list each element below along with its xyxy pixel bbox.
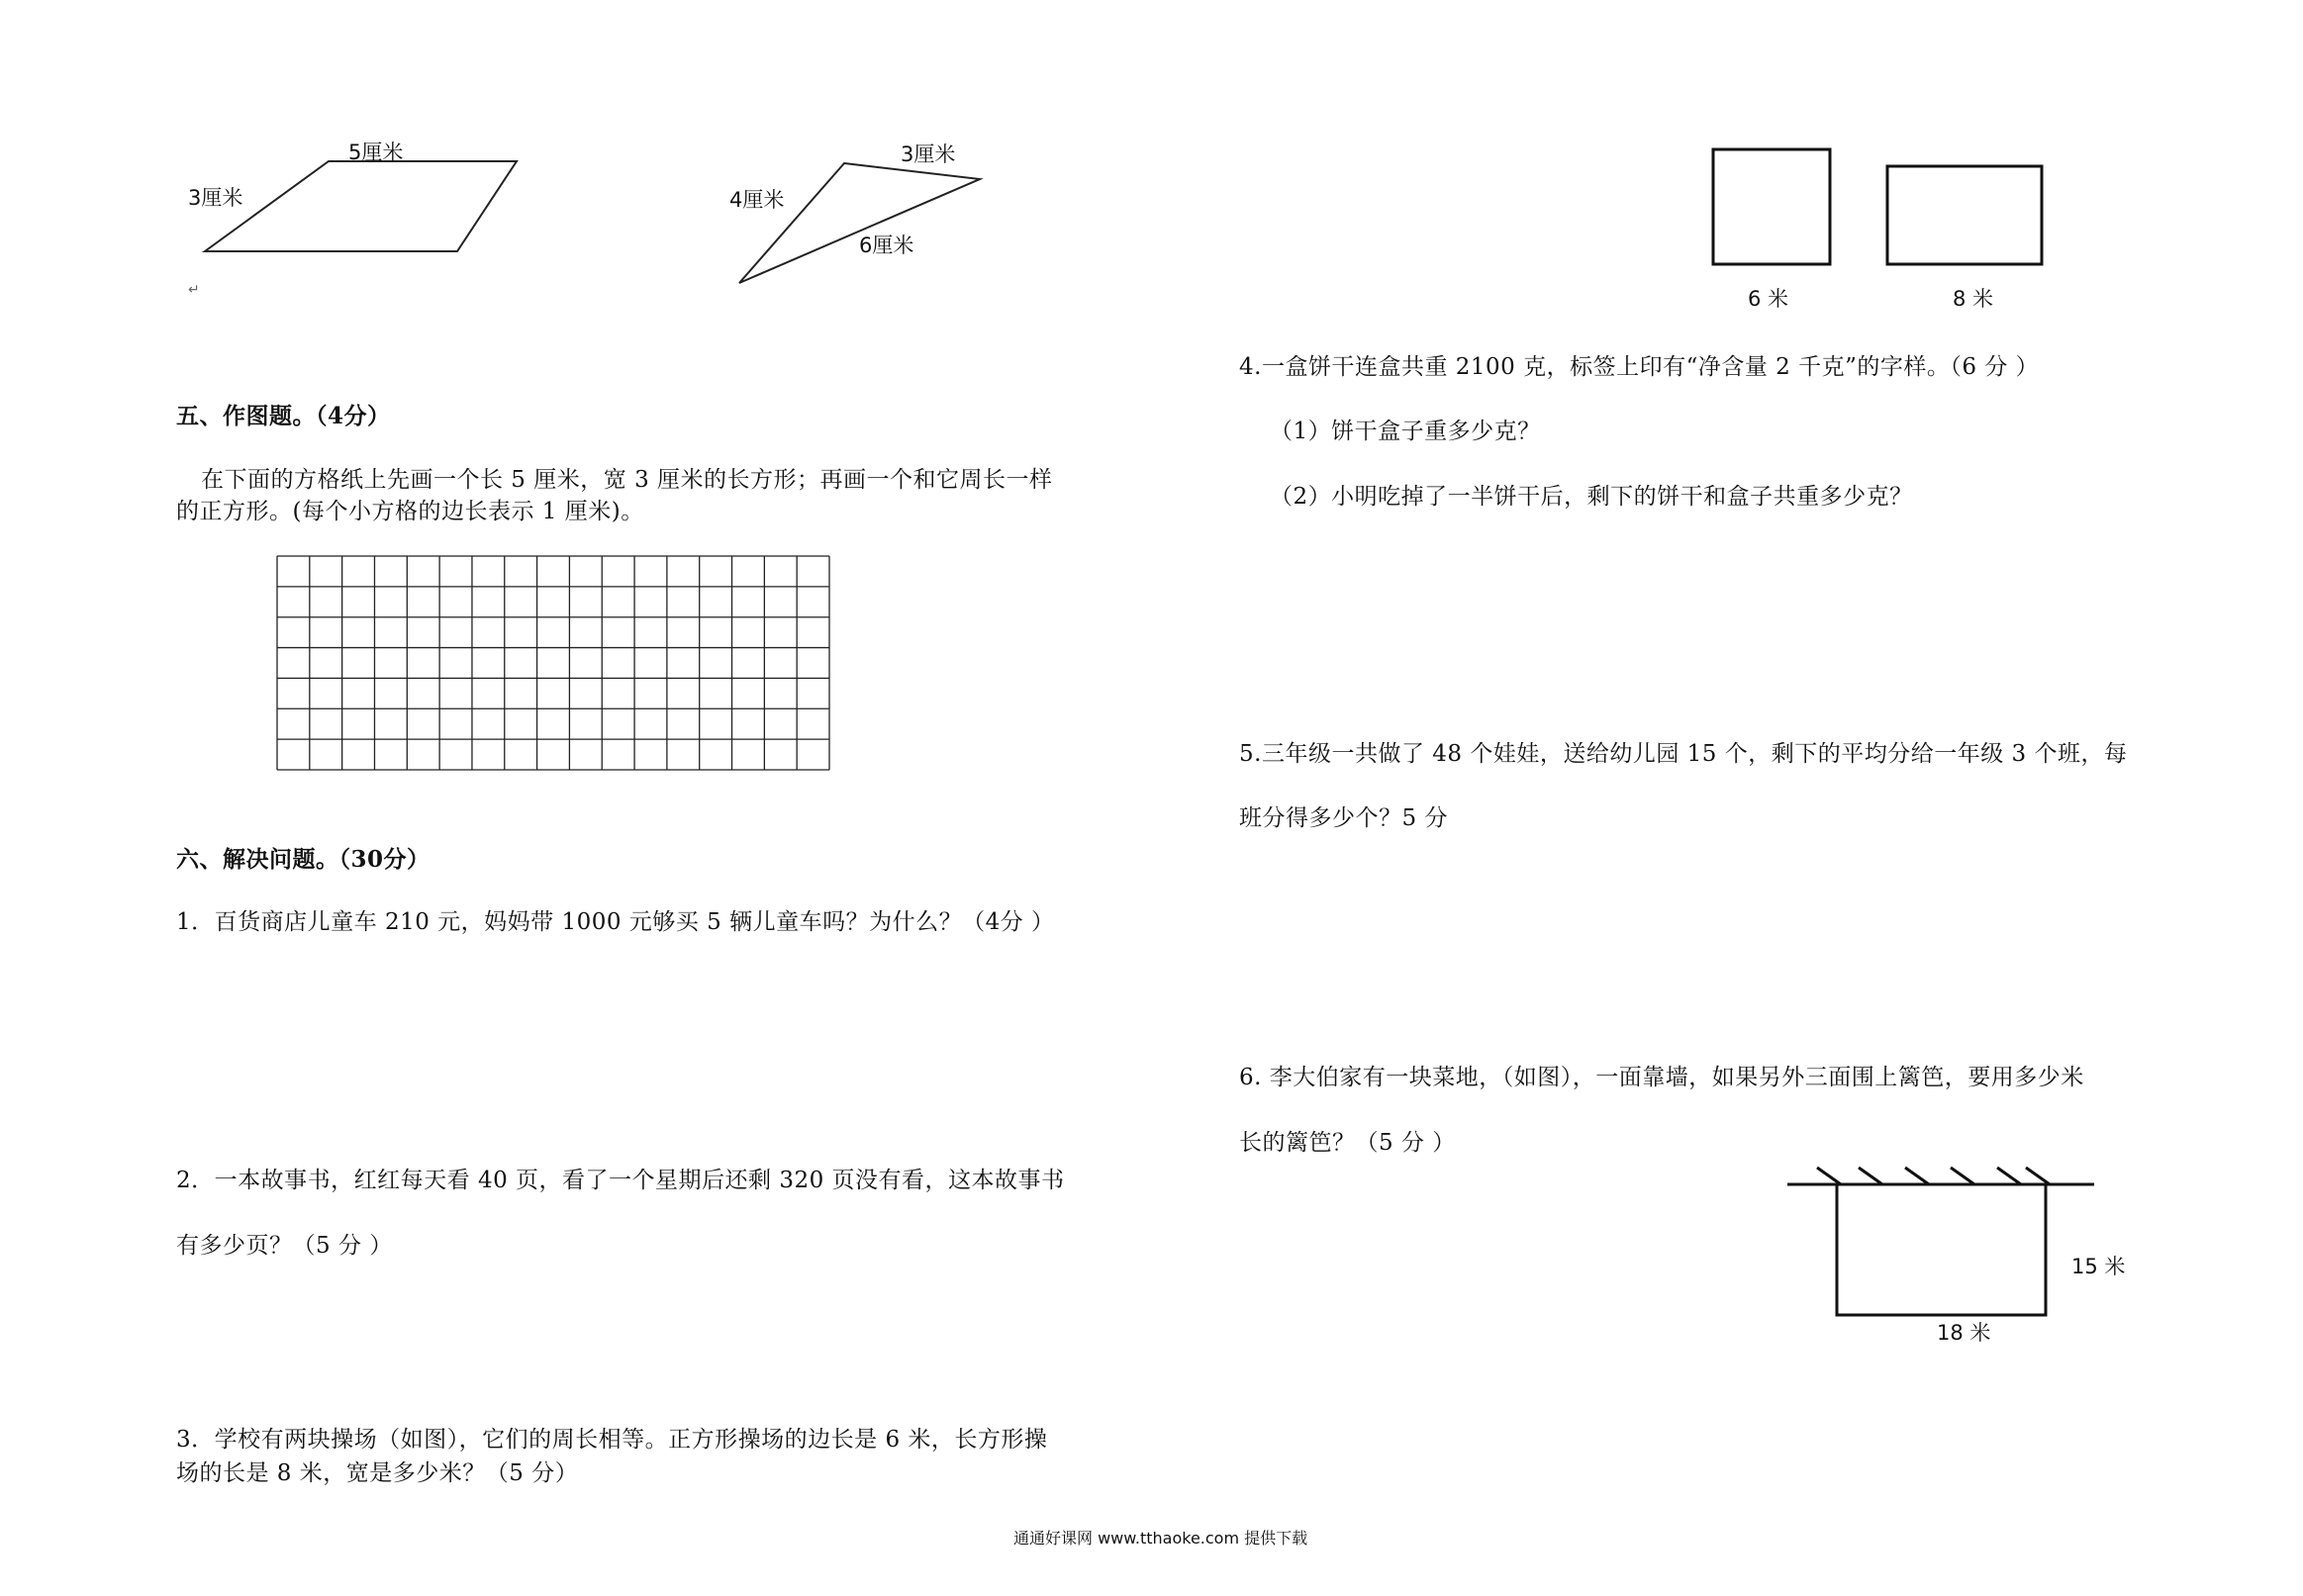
question-6-line1: 6. 李大伯家有一块菜地，（如图），一面靠墙，如果另外三面围上篱笆，要用多少米 [1239,1065,2084,1090]
section5-title: 五、作图题。（4分） [176,403,391,429]
question-6-line2: 长的篱笆？（5 分 ） [1239,1130,1456,1156]
triangle-label-a: 3厘米 [901,142,956,166]
question-1: 1．百货商店儿童车 210 元，妈妈带 1000 元够买 5 辆儿童车吗？为什么？（4分 ） [176,909,1055,935]
wall-hatch [1951,1168,1974,1184]
rectangle-playground [1887,166,2042,264]
square-playground [1713,149,1830,264]
question-4-sub1: （1）饼干盒子重多少克？ [1270,419,1541,444]
return-mark: ↵ [188,282,200,298]
wall-hatch [1859,1168,1882,1184]
question-5-line2: 班分得多少个？5 分 [1239,805,1448,831]
triangle-label-c: 6厘米 [859,234,914,257]
question-3-line2: 场的长是 8 米，宽是多少米？（5 分） [176,1460,579,1486]
footer-credit: 通通好课网 www.tthaoke.com 提供下载 [1013,1529,1308,1548]
question-2-line1: 2．一本故事书，红红每天看 40 页，看了一个星期后还剩 320 页没有看，这本故事书 [176,1168,1065,1193]
garden-figure [0,0,1,1]
question-3-line1: 3．学校有两块操场（如图），它们的周长相等。正方形操场的边长是 6 米，长方形操 [176,1427,1048,1453]
square-side-label: 6 米 [1748,287,1789,311]
garden-width-label: 18 米 [1937,1321,1991,1345]
parallelogram-left-label: 3厘米 [188,186,243,210]
question-4-sub2: （2）小明吃掉了一半饼干后，剩下的饼干和盒子共重多少克？ [1270,484,1913,510]
question-5-line1: 5.三年级一共做了 48 个娃娃，送给幼儿园 15 个，剩下的平均分给一年级 3 个班，每 [1239,741,2128,767]
garden-height-label: 15 米 [2071,1255,2126,1278]
section5-line2: 的正方形。(每个小方格的边长表示 1 厘米)。 [176,499,644,524]
parallelogram-top-label: 5厘米 [348,141,404,164]
wall-hatch [2026,1168,2050,1184]
wall-hatch [1997,1168,2021,1184]
rectangle-length-label: 8 米 [1953,287,1994,311]
question-4: 4.一盒饼干连盒共重 2100 克，标签上印有“净含量 2 千克”的字样。（6 分 ） [1239,354,2040,380]
section6-title: 六、解决问题。（30分） [176,846,431,873]
garden-plot [1837,1184,2046,1315]
question-2-line2: 有多少页？（5 分 ） [176,1233,393,1259]
graph-paper-grid [277,556,829,770]
section5-line1: 在下面的方格纸上先画一个长 5 厘米，宽 3 厘米的长方形；再画一个和它周长一样 [201,467,1053,493]
wall-hatch [1817,1168,1841,1184]
wall-hatch [1905,1168,1929,1184]
triangle-label-b: 4厘米 [729,188,785,212]
